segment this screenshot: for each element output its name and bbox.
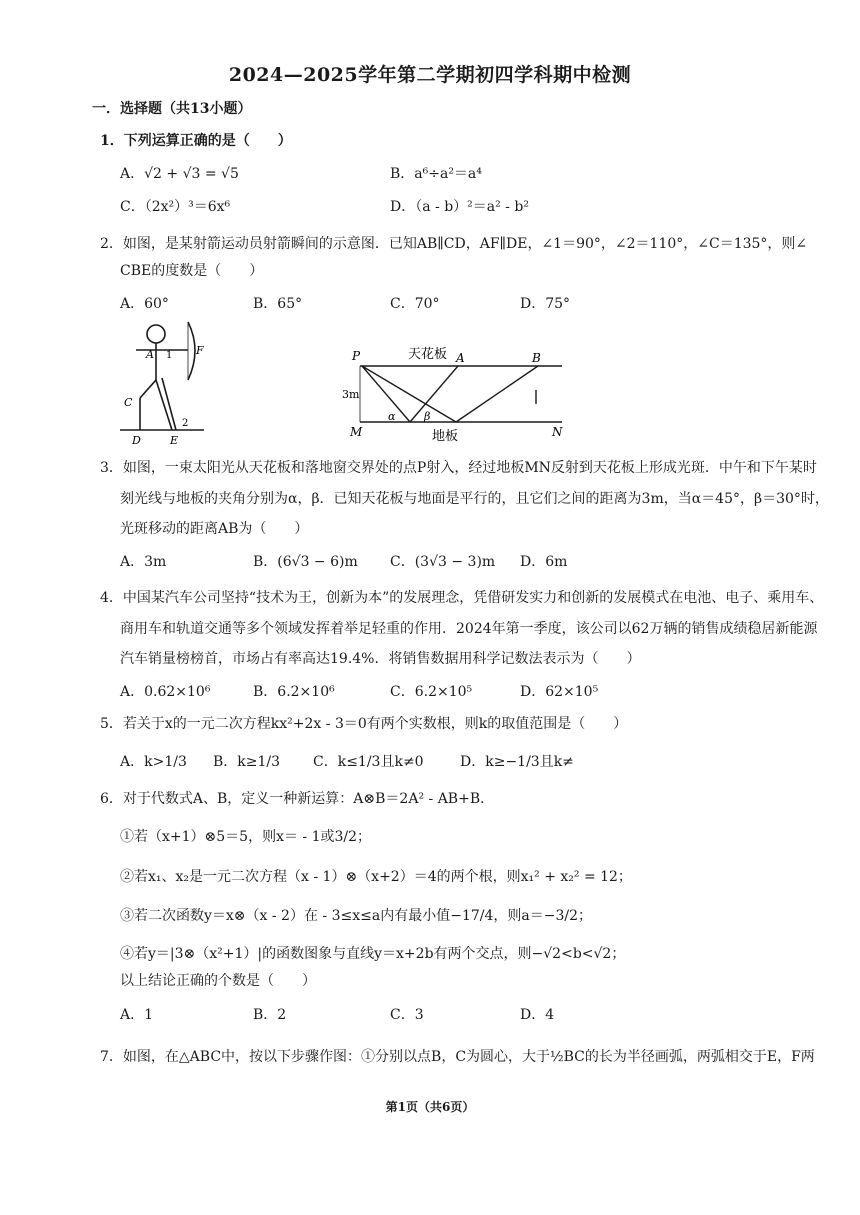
q6-statement-2: ②若x₁、x₂是一元二次方程（x - 1）⊗（x+2）＝4的两个根，则x₁² + x₂² = 12； [120, 869, 632, 885]
fig2-label-2: 2 [182, 418, 189, 429]
fig3-height-label: 3m [342, 388, 360, 401]
q5-option-d[interactable]: D．k≥−1/3且k≠ [460, 754, 574, 770]
q3-stem-line3: 光斑移动的距离AB为（ ） [120, 521, 309, 537]
fig3-label-p: P [352, 349, 361, 363]
q4-stem-line3: 汽车销量榜榜首，市场占有率高达19.4%．将销售数据用科学记数法表示为（ ） [120, 651, 641, 667]
fig3-ceiling-label: 天花板 [408, 347, 448, 362]
q6-statement-3: ③若二次函数y＝x⊗（x - 2）在 - 3≤x≤a内有最小值−17/4，则a＝−3/2； [120, 908, 592, 924]
q3-option-b[interactable]: B．(6√3 − 6)m [253, 554, 358, 570]
q2-option-c[interactable]: C．70° [390, 296, 440, 312]
q1-option-d[interactable]: D．（a - b）²＝a² - b² [390, 199, 529, 215]
fig3-label-b: B [532, 351, 541, 365]
fig2-label-1: 1 [166, 350, 173, 361]
q6-statement-1: ①若（x+1）⊗5＝5，则x＝ - 1或3/2； [120, 829, 372, 845]
fig2-label-f: F [196, 344, 204, 357]
q6-option-b[interactable]: B．2 [253, 1007, 287, 1023]
q1-option-a[interactable]: A．√2 + √3 = √5 [120, 166, 239, 182]
q4-option-a[interactable]: A．0.62×10⁶ [120, 684, 211, 700]
q5-option-a[interactable]: A．k>1/3 [120, 754, 187, 770]
q1-option-c[interactable]: C．（2x²）³＝6x⁶ [120, 199, 231, 215]
q4-option-c[interactable]: C．6.2×10⁵ [390, 684, 473, 700]
fig3-alpha-label: α [388, 410, 396, 423]
q3-option-c[interactable]: C．(3√3 − 3)m [390, 554, 496, 570]
q3-option-d[interactable]: D．6m [520, 554, 568, 570]
fig2-label-c: C [124, 396, 133, 409]
page-footer: 第1页（共6页） [385, 1100, 475, 1114]
fig3-floor-label: 地板 [432, 429, 459, 444]
q6-statement-4: ④若y＝|3⊗（x²+1）|的函数图象与直线y＝x+2b有两个交点，则−√2<b<√2； [120, 946, 626, 962]
q5-option-b[interactable]: B．k≥1/3 [213, 754, 281, 770]
fig2-label-a: A [146, 348, 154, 361]
q1-stem: 1．下列运算正确的是（ ） [100, 133, 292, 149]
fig2-label-e: E [170, 434, 179, 447]
fig3-label-n: N [552, 425, 563, 439]
q3-stem-line1: 3．如图，一束太阳光从天花板和落地窗交界处的点P射入，经过地板MN反射到天花板上形成光斑．中午和下午某时 [100, 460, 817, 476]
q7-stem: 7．如图，在△ABC中，按以下步骤作图：①分别以点B，C为圆心，大于½BC的长为半径画弧，两弧相交于E，F两 [100, 1049, 815, 1065]
q2-stem-line1: 2．如图，是某射箭运动员射箭瞬间的示意图．已知AB∥CD，AF∥DE，∠1＝90°，∠2＝110°，∠C＝135°，则∠ [100, 236, 808, 252]
q6-summary: 以上结论正确的个数是（ ） [120, 973, 316, 989]
fig3-label-a: A [456, 351, 465, 365]
q6-option-c[interactable]: C．3 [390, 1007, 424, 1023]
q6-option-d[interactable]: D．4 [520, 1007, 555, 1023]
q3-option-a[interactable]: A．3m [120, 554, 167, 570]
q6-option-a[interactable]: A．1 [120, 1007, 154, 1023]
q1-option-b[interactable]: B．a⁶÷a²＝a⁴ [390, 166, 482, 182]
section-heading: 一．选择题（共13小题） [92, 101, 252, 117]
q2-option-b[interactable]: B．65° [253, 296, 303, 312]
q5-stem: 5．若关于x的一元二次方程kx²+2x - 3＝0有两个实数根，则k的取值范围是（ ） [100, 716, 628, 732]
reflection-figure [340, 340, 580, 448]
q2-stem-line2: CBE的度数是（ ） [120, 263, 264, 279]
q2-option-d[interactable]: D．75° [520, 296, 571, 312]
page-title: 2024—2025学年第二学期初四学科期中检测 [228, 64, 632, 86]
q4-stem-line1: 4．中国某汽车公司坚持“技术为王，创新为本”的发展理念，凭借研发实力和创新的发展模式在电池、电子、乘用车、 [100, 590, 824, 606]
q4-option-b[interactable]: B．6.2×10⁶ [253, 684, 335, 700]
fig3-beta-label: β [424, 410, 431, 423]
q4-option-d[interactable]: D．62×10⁵ [520, 684, 599, 700]
fig3-label-m: M [350, 425, 363, 439]
q3-stem-line2: 刻光线与地板的夹角分别为α，β．已知天花板与地面是平行的，且它们之间的距离为3m，当α＝45°，β＝30°时， [120, 491, 829, 507]
q4-stem-line2: 商用车和轨道交通等多个领域发挥着举足轻重的作用．2024年第一季度，该公司以62万辆的销售成绩稳居新能源 [120, 621, 818, 637]
archer-head-shape [147, 325, 165, 343]
fig2-label-d: D [132, 434, 141, 447]
archer-figure [110, 318, 220, 448]
q6-stem: 6．对于代数式A、B，定义一种新运算：A⊗B＝2A² - AB+B． [100, 791, 495, 807]
q5-option-c[interactable]: C．k≤1/3且k≠0 [313, 754, 424, 770]
q2-option-a[interactable]: A．60° [120, 296, 169, 312]
